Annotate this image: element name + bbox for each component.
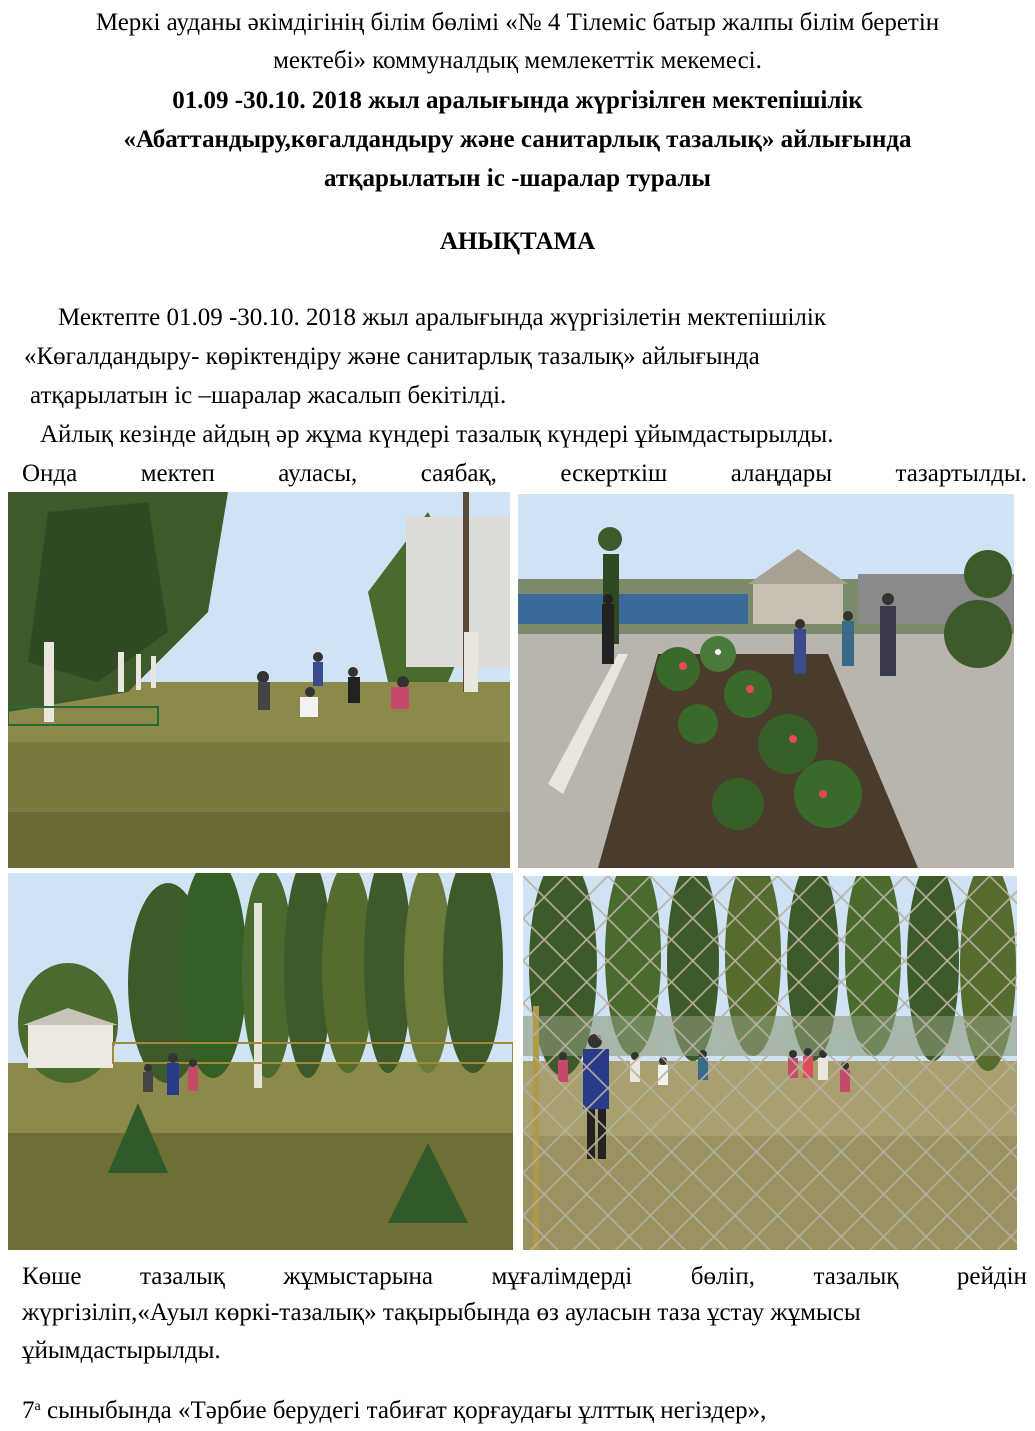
title-line-2: «Абаттандыру,көгалдандыру және санитарлық тазалық» айлығында bbox=[123, 126, 912, 153]
paragraph-2-line-2 bbox=[22, 459, 1027, 489]
photo-park-cleaning bbox=[8, 873, 513, 1250]
paragraph-2-line-1: Айлық кезінде айдың әр жұма күндері тазалық күндері ұйымдастырылды. bbox=[40, 421, 834, 448]
word: жұмыстарына bbox=[283, 1263, 433, 1290]
word: ауласы, bbox=[278, 460, 358, 487]
word: рейдін bbox=[956, 1263, 1027, 1290]
word: Көше bbox=[22, 1263, 82, 1290]
photo-schoolyard-cleaning bbox=[8, 492, 510, 868]
word: мектеп bbox=[140, 460, 215, 487]
word: бөліп, bbox=[690, 1263, 756, 1290]
paragraph-3-line-1 bbox=[22, 1262, 1027, 1292]
paragraph-4-text: сыныбында «Тәрбие берудегі табиғат қорғаудағы ұлттық негіздер», bbox=[40, 1397, 767, 1424]
grade-number: 7 bbox=[22, 1397, 35, 1424]
word: тазалық bbox=[813, 1263, 899, 1290]
word: Онда bbox=[22, 460, 78, 487]
paragraph-3-line-3: ұйымдастырылды. bbox=[22, 1337, 221, 1364]
word: тазалық bbox=[140, 1263, 225, 1290]
paragraph-1-line-2: «Көгалдандыру- көріктендіру және санитарлық тазалық» айлығында bbox=[24, 343, 760, 370]
title-line-1: 01.09 -30.10. 2018 жыл аралығында жүргізілген мектепішілік bbox=[172, 87, 863, 114]
title-line-3: атқарылатын іс -шаралар туралы bbox=[324, 165, 711, 192]
document-type-heading: АНЫҚТАМА bbox=[439, 228, 596, 255]
photo-flowerbed-cleaning bbox=[518, 494, 1014, 868]
paragraph-4-line-1 bbox=[22, 1396, 766, 1426]
word: ескерткіш bbox=[560, 460, 668, 487]
grade-letter: а bbox=[34, 1399, 41, 1414]
header-line-2: мектебі» коммуналдық мемлекеттік мекемесі. bbox=[273, 47, 762, 74]
header-line-1: Меркі ауданы әкімдігінің білім бөлімі «№ 4 Тілеміс батыр жалпы білім беретін bbox=[95, 9, 940, 36]
photo-sportsground-cleaning bbox=[523, 876, 1017, 1250]
paragraph-3-line-2: жүргізіліп,«Ауыл көркі-тазалық» тақырыбында өз ауласын таза ұстау жұмысы bbox=[22, 1299, 861, 1326]
paragraph-1-line-1: Мектепте 01.09 -30.10. 2018 жыл аралығында жүргізілетін мектепішілік bbox=[58, 304, 826, 331]
word: саябақ, bbox=[420, 460, 497, 487]
word: алаңдары bbox=[730, 460, 833, 487]
word: мұғалімдерді bbox=[491, 1263, 633, 1290]
word: тазартылды. bbox=[895, 460, 1027, 487]
paragraph-1-line-3: атқарылатын іс –шаралар жасалып бекітілді. bbox=[30, 382, 507, 409]
